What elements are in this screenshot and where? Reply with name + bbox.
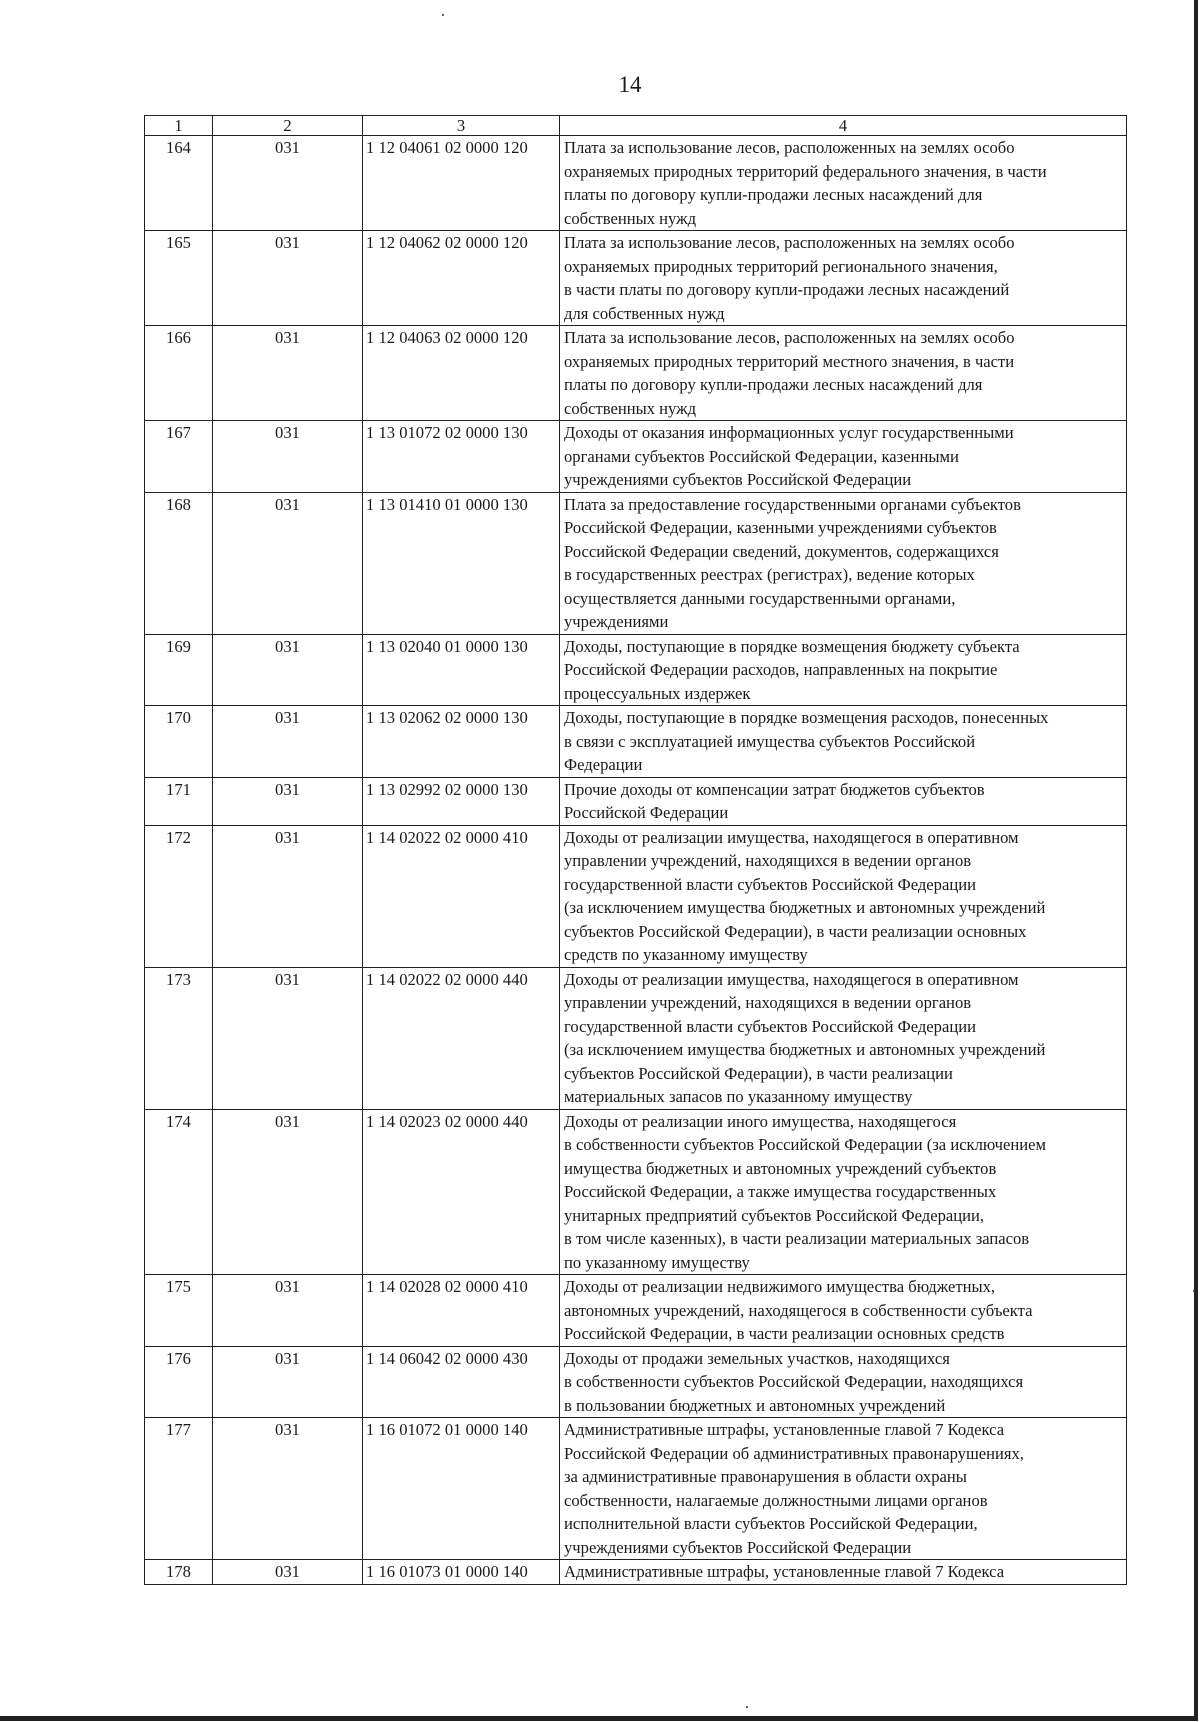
row-number-cell: 164 [145, 136, 213, 231]
column-header: 2 [213, 116, 363, 136]
admin-code-cell: 031 [213, 1346, 363, 1418]
revenue-name-cell: Административные штрафы, установленные главой 7 Кодекса [560, 1560, 1127, 1585]
row-number-cell: 168 [145, 492, 213, 634]
admin-code-cell: 031 [213, 231, 363, 326]
column-header: 3 [363, 116, 560, 136]
table-body [145, 136, 1127, 1585]
budget-code-cell: 1 14 02022 02 0000 440 [363, 967, 560, 1109]
table-row [145, 777, 1127, 825]
table-row [145, 825, 1127, 967]
admin-code-cell: 031 [213, 326, 363, 421]
budget-code-cell: 1 14 06042 02 0000 430 [363, 1346, 560, 1418]
budget-code-cell: 1 13 02040 01 0000 130 [363, 634, 560, 706]
row-number-cell: 176 [145, 1346, 213, 1418]
admin-code-cell: 031 [213, 136, 363, 231]
budget-code-cell: 1 13 02062 02 0000 130 [363, 706, 560, 778]
table-row [145, 1346, 1127, 1418]
table-row [145, 421, 1127, 493]
row-number-cell: 165 [145, 231, 213, 326]
table-row [145, 492, 1127, 634]
admin-code-cell: 031 [213, 1560, 363, 1585]
budget-code-cell: 1 13 02992 02 0000 130 [363, 777, 560, 825]
admin-code-cell: 031 [213, 492, 363, 634]
admin-code-cell: 031 [213, 825, 363, 967]
budget-code-cell: 1 12 04062 02 0000 120 [363, 231, 560, 326]
revenue-name-cell: Доходы от реализации имущества, находящегося в оперативном управлении учреждений, находящихся в ведении органов государственной власти субъектов Российской Федерации (за исключением имущества бюджетных и автономных учреждений субъектов Российской Федерации), в части реализации материальных запасов по указанному имуществу [560, 967, 1127, 1109]
revenue-codes-table [144, 115, 1127, 1585]
row-number-cell: 167 [145, 421, 213, 493]
column-header: 1 [145, 116, 213, 136]
revenue-name-cell: Плата за использование лесов, расположенных на землях особо охраняемых природных территорий местного значения, в части платы по договору купли-продажи лесных насаждений для собственных нужд [560, 326, 1127, 421]
admin-code-cell: 031 [213, 1109, 363, 1275]
budget-code-cell: 1 13 01410 01 0000 130 [363, 492, 560, 634]
budget-code-cell: 1 12 04061 02 0000 120 [363, 136, 560, 231]
table-row [145, 1275, 1127, 1347]
admin-code-cell: 031 [213, 421, 363, 493]
revenue-name-cell: Доходы от оказания информационных услуг государственными органами субъектов Российской Федерации, казенными учреждениями субъектов Российской Федерации [560, 421, 1127, 493]
revenue-name-cell: Плата за использование лесов, расположенных на землях особо охраняемых природных территорий регионального значения, в части платы по договору купли-продажи лесных насаждений для собственных нужд [560, 231, 1127, 326]
row-number-cell: 173 [145, 967, 213, 1109]
row-number-cell: 171 [145, 777, 213, 825]
budget-code-cell: 1 13 01072 02 0000 130 [363, 421, 560, 493]
scan-speck [442, 14, 444, 16]
row-number-cell: 170 [145, 706, 213, 778]
admin-code-cell: 031 [213, 634, 363, 706]
revenue-name-cell: Доходы от продажи земельных участков, находящихся в собственности субъектов Российской Федерации, находящихся в пользовании бюджетных и автономных учреждений [560, 1346, 1127, 1418]
row-number-cell: 177 [145, 1418, 213, 1560]
revenue-name-cell: Доходы, поступающие в порядке возмещения бюджету субъекта Российской Федерации расходов, направленных на покрытие процессуальных издержек [560, 634, 1127, 706]
row-number-cell: 166 [145, 326, 213, 421]
revenue-name-cell: Плата за предоставление государственными органами субъектов Российской Федерации, казенными учреждениями субъектов Российской Федерации сведений, документов, содержащихся в государственных реестрах (регистрах), ведение которых осуществляется данными государственными органами, учреждениями [560, 492, 1127, 634]
table-row [145, 326, 1127, 421]
column-header: 4 [560, 116, 1127, 136]
admin-code-cell: 031 [213, 1418, 363, 1560]
budget-code-cell: 1 14 02022 02 0000 410 [363, 825, 560, 967]
admin-code-cell: 031 [213, 706, 363, 778]
table-row [145, 136, 1127, 231]
table-row [145, 1560, 1127, 1585]
budget-code-cell: 1 12 04063 02 0000 120 [363, 326, 560, 421]
table-row [145, 706, 1127, 778]
revenue-name-cell: Плата за использование лесов, расположенных на землях особо охраняемых природных территорий федерального значения, в части платы по договору купли-продажи лесных насаждений для собственных нужд [560, 136, 1127, 231]
table-row [145, 967, 1127, 1109]
revenue-name-cell: Доходы, поступающие в порядке возмещения расходов, понесенных в связи с эксплуатацией имущества субъектов Российской Федерации [560, 706, 1127, 778]
table-row [145, 1418, 1127, 1560]
admin-code-cell: 031 [213, 777, 363, 825]
header-row [145, 116, 1127, 136]
budget-code-cell: 1 14 02023 02 0000 440 [363, 1109, 560, 1275]
row-number-cell: 169 [145, 634, 213, 706]
budget-code-cell: 1 16 01072 01 0000 140 [363, 1418, 560, 1560]
row-number-cell: 175 [145, 1275, 213, 1347]
revenue-name-cell: Прочие доходы от компенсации затрат бюджетов субъектов Российской Федерации [560, 777, 1127, 825]
row-number-cell: 174 [145, 1109, 213, 1275]
page-number: 14 [618, 72, 642, 97]
admin-code-cell: 031 [213, 1275, 363, 1347]
row-number-cell: 172 [145, 825, 213, 967]
revenue-name-cell: Доходы от реализации иного имущества, находящегося в собственности субъектов Российской Федерации (за исключением имущества бюджетных и автономных учреждений субъектов Российской Федерации, а также имущества государственных унитарных предприятий субъектов Российской Федерации, в том числе казенных), в части реализации материальных запасов по указанному имуществу [560, 1109, 1127, 1275]
revenue-name-cell: Доходы от реализации недвижимого имущества бюджетных, автономных учреждений, находящегося в собственности субъекта Российской Федерации, в части реализации основных средств [560, 1275, 1127, 1347]
table-row [145, 231, 1127, 326]
table-row [145, 634, 1127, 706]
admin-code-cell: 031 [213, 967, 363, 1109]
revenue-name-cell: Доходы от реализации имущества, находящегося в оперативном управлении учреждений, находящихся в ведении органов государственной власти субъектов Российской Федерации (за исключением имущества бюджетных и автономных учреждений субъектов Российской Федерации), в части реализации основных средств по указанному имуществу [560, 825, 1127, 967]
budget-code-cell: 1 14 02028 02 0000 410 [363, 1275, 560, 1347]
scan-speck [1193, 1290, 1195, 1292]
scan-speck [746, 1706, 748, 1708]
budget-code-cell: 1 16 01073 01 0000 140 [363, 1560, 560, 1585]
table-row [145, 1109, 1127, 1275]
revenue-name-cell: Административные штрафы, установленные главой 7 Кодекса Российской Федерации об административных правонарушениях, за административные правонарушения в области охраны собственности, налагаемые должностными лицами органов исполнительной власти субъектов Российской Федерации, учреждениями субъектов Российской Федерации [560, 1418, 1127, 1560]
row-number-cell: 178 [145, 1560, 213, 1585]
